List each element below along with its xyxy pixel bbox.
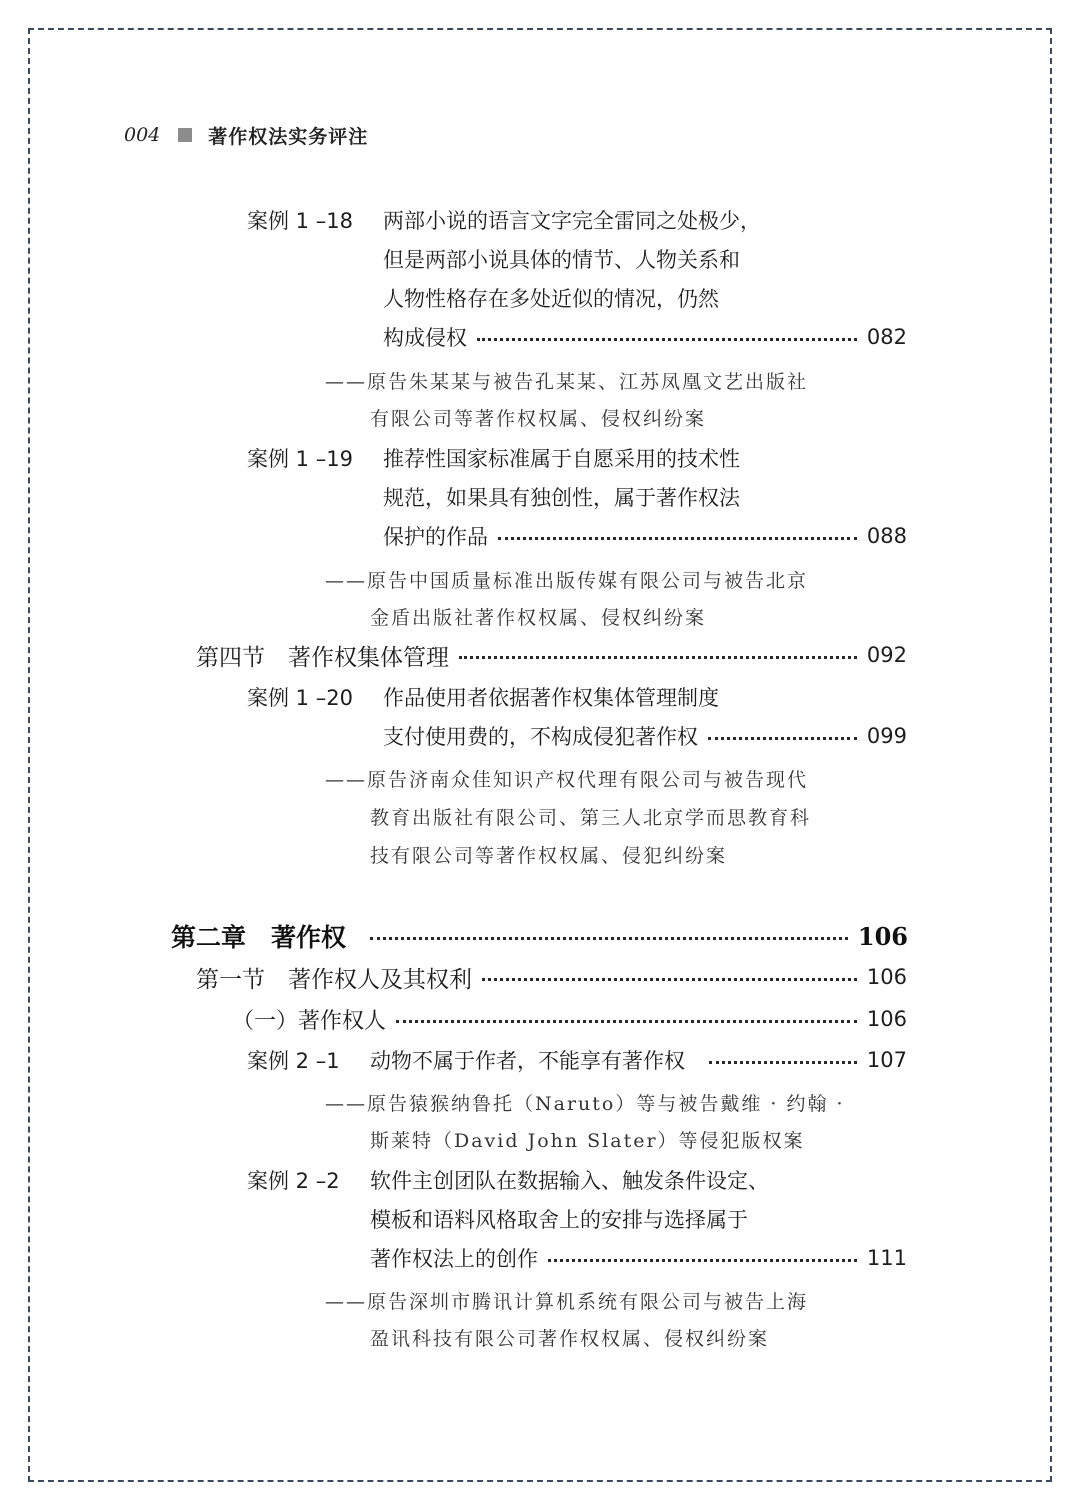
page-ref: 082	[866, 325, 907, 349]
case-parties: ——原告济南众佳知识产权代理有限公司与被告现代	[325, 768, 809, 791]
toc-item-1	[232, 1000, 907, 1038]
case-title-line: 但是两部小说具体的情节、人物关系和	[383, 248, 740, 272]
toc-section-4	[196, 636, 907, 674]
case-title-line: 推荐性国家标准属于自愿采用的技术性	[383, 447, 740, 471]
case-label: 案例 1 –18	[247, 209, 353, 233]
section-title: 第一节 著作权人及其权利	[196, 966, 472, 993]
case-parties: ——原告中国质量标准出版传媒有限公司与被告北京	[325, 569, 809, 592]
case-title-line: 作品使用者依据著作权集体管理制度	[383, 686, 719, 710]
case-parties: 盈讯科技有限公司著作权权属、侵权纠纷案	[370, 1327, 770, 1350]
case-title-line: 支付使用费的，不构成侵犯著作权	[383, 725, 698, 749]
toc-leader-line	[383, 518, 907, 554]
dot-leader	[708, 737, 857, 740]
case-parties: 有限公司等著作权权属、侵权纠纷案	[370, 407, 707, 430]
case-parties: ——原告猿猴纳鲁托（Naruto）等与被告戴维 · 约翰 ·	[325, 1092, 845, 1115]
case-title-line: 规范，如果具有独创性，属于著作权法	[383, 486, 740, 510]
toc-entry-case-2-2	[247, 1162, 907, 1198]
chapter-title: 第二章 著作权	[171, 923, 347, 952]
book-title: 著作权法实务评注	[208, 125, 369, 148]
toc-leader-line	[370, 1240, 907, 1276]
toc-entry-case-1-18	[247, 202, 907, 238]
case-label: 案例 2 –2	[247, 1169, 340, 1193]
dot-leader	[370, 937, 848, 940]
toc-entry-case-2-1	[247, 1042, 907, 1078]
toc-leader-line	[383, 718, 907, 754]
page-ref: 106	[866, 1007, 907, 1031]
page-ref: 099	[866, 724, 907, 748]
case-parties: 教育出版社有限公司、第三人北京学而思教育科	[370, 806, 812, 829]
case-label: 案例 2 –1	[247, 1049, 340, 1073]
case-title-line: 构成侵权	[383, 326, 467, 350]
square-marker-icon	[178, 128, 192, 142]
section-title: 第四节 著作权集体管理	[196, 644, 449, 671]
case-label: 案例 1 –19	[247, 447, 353, 471]
item-title: （一）著作权人	[232, 1008, 387, 1034]
case-parties: 技有限公司等著作权权属、侵犯纠纷案	[370, 844, 728, 867]
case-parties: 斯莱特（David John Slater）等侵犯版权案	[370, 1129, 805, 1152]
case-label: 案例 1 –20	[247, 686, 353, 710]
page-ref: 107	[866, 1048, 907, 1072]
case-parties: ——原告朱某某与被告孔某某、江苏凤凰文艺出版社	[325, 370, 809, 393]
running-header	[124, 120, 368, 150]
dot-leader	[459, 656, 857, 659]
case-title-line: 软件主创团队在数据输入、触发条件设定、	[370, 1169, 769, 1193]
page-ref: 111	[866, 1246, 907, 1270]
dot-leader	[548, 1259, 857, 1262]
page-ref: 092	[866, 643, 907, 667]
dot-leader	[498, 537, 857, 540]
case-parties: ——原告深圳市腾讯计算机系统有限公司与被告上海	[325, 1290, 809, 1313]
dot-leader	[396, 1020, 857, 1023]
dot-leader	[482, 978, 857, 981]
case-title-line: 人物性格存在多处近似的情况，仍然	[383, 287, 719, 311]
toc-leader-line	[383, 319, 907, 355]
case-parties: 金盾出版社著作权权属、侵权纠纷案	[370, 606, 707, 629]
case-title-line: 模板和语料风格取舍上的安排与选择属于	[370, 1208, 748, 1232]
page-ref: 106	[857, 921, 908, 951]
case-title-line: 保护的作品	[383, 525, 488, 549]
case-title-line: 动物不属于作者，不能享有著作权	[370, 1049, 685, 1073]
page-ref: 088	[866, 524, 907, 548]
page-number: 004	[124, 124, 161, 146]
toc-chapter-2	[171, 916, 908, 956]
dot-leader	[477, 338, 857, 341]
toc-entry-case-1-19	[247, 440, 907, 476]
dot-leader	[709, 1061, 857, 1064]
toc-entry-case-1-20	[247, 679, 907, 715]
page-ref: 106	[866, 965, 907, 989]
toc-section-1	[196, 958, 907, 996]
case-title-line: 著作权法上的创作	[370, 1247, 538, 1271]
case-title-line: 两部小说的语言文字完全雷同之处极少，	[383, 209, 761, 233]
